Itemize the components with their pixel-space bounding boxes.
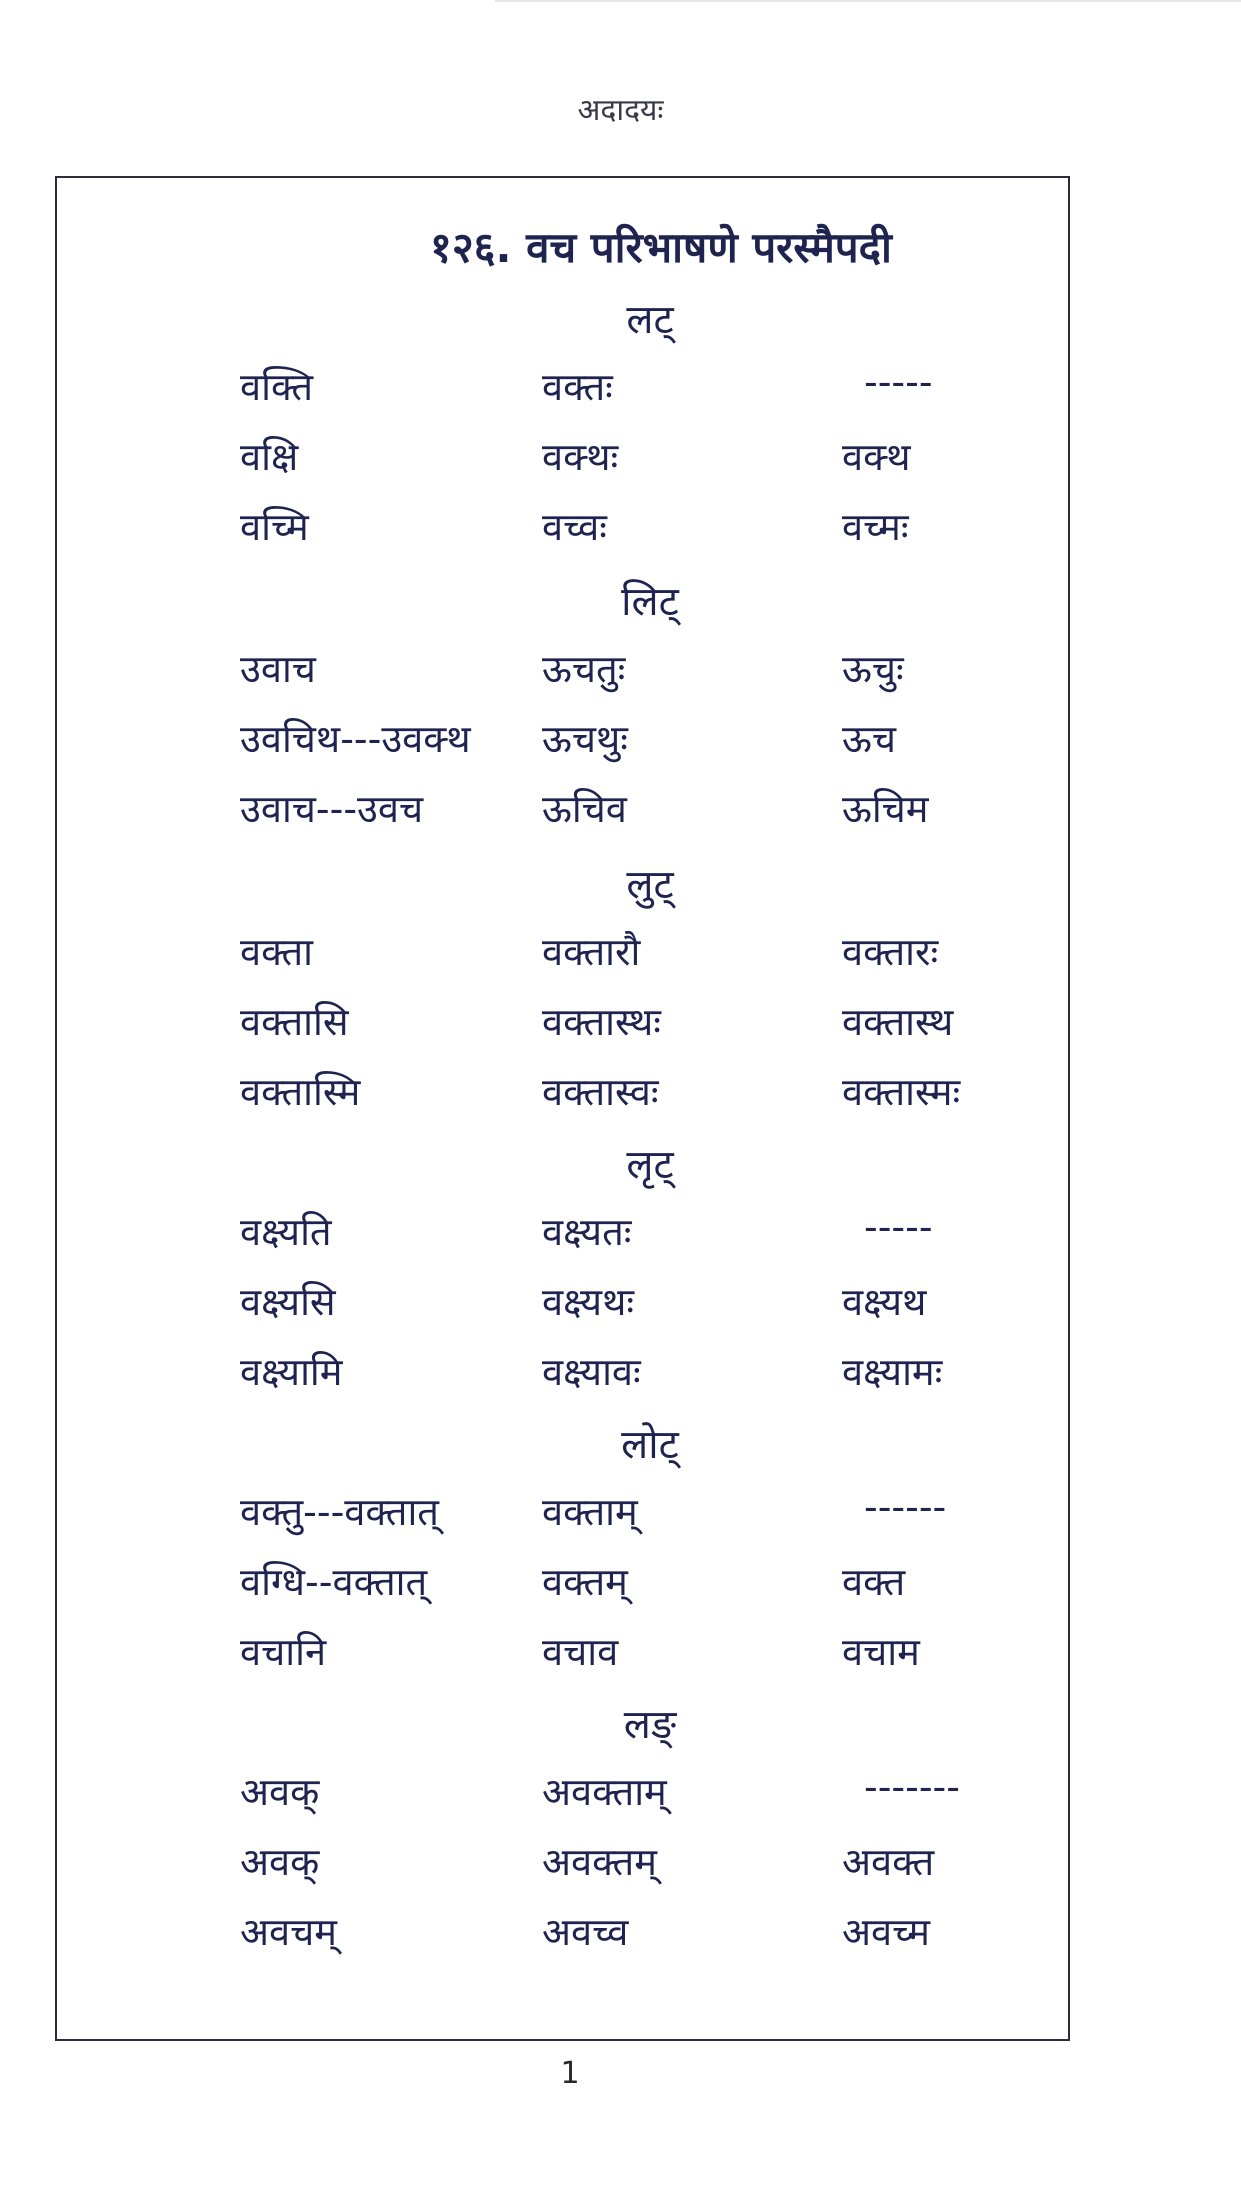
form-cell: वक्तम्: [542, 1560, 628, 1604]
conjugation-row: [0, 1275, 1241, 1335]
conjugation-row: [0, 1065, 1241, 1125]
conjugation-row: [0, 360, 1241, 420]
conjugation-row: [0, 1345, 1241, 1405]
form-cell: वचाव: [542, 1630, 619, 1674]
conjugation-row: [0, 500, 1241, 560]
conjugation-row: [0, 1835, 1241, 1895]
form-cell: ऊचिम: [842, 787, 929, 831]
form-cell: ऊचुः: [842, 647, 904, 691]
form-cell: वच्मि: [240, 505, 309, 549]
form-cell: ऊचतुः: [542, 647, 626, 691]
form-cell: वक्ति: [240, 365, 313, 409]
form-cell: -------: [864, 1765, 960, 1809]
conjugation-row: [0, 642, 1241, 702]
running-head: अदादयः: [577, 93, 664, 128]
form-cell: वच्मः: [842, 505, 909, 549]
page-number: 1: [560, 2056, 580, 2091]
conjugation-row: [0, 1625, 1241, 1685]
form-cell: वक्ष्यामः: [842, 1350, 943, 1394]
form-cell: वक्तास्थः: [542, 1000, 661, 1044]
form-cell: वक्तः: [542, 365, 613, 409]
conjugation-row: [0, 995, 1241, 1055]
conjugation-row: [0, 1205, 1241, 1265]
form-cell: अवक्: [240, 1770, 320, 1814]
form-cell: ऊचथुः: [542, 717, 628, 761]
form-cell: अवच्म: [842, 1910, 930, 1954]
conjugation-row: [0, 782, 1241, 842]
form-cell: अवक्ताम्: [542, 1770, 667, 1814]
form-cell: वक्तास्थ: [842, 1000, 954, 1044]
tense-label-lan: लङ्: [623, 1702, 677, 1748]
tense-label-lrt: लृट्: [626, 1142, 674, 1188]
form-cell: उवचिथ---उवक्थ: [240, 717, 471, 761]
section-heading: १२६. वच परिभाषणे परस्मैपदी: [430, 223, 892, 272]
conjugation-row: [0, 430, 1241, 490]
form-cell: वग्धि--वक्तात्: [240, 1560, 428, 1604]
form-cell: ------: [864, 1485, 947, 1529]
form-cell: वक्तास्मः: [842, 1070, 961, 1114]
conjugation-row: [0, 1485, 1241, 1545]
form-cell: -----: [864, 1205, 933, 1249]
tense-label-lat: लट्: [626, 297, 674, 343]
form-cell: वक्तासि: [240, 1000, 349, 1044]
form-cell: वक्ता: [240, 930, 313, 974]
form-cell: अवक्: [240, 1840, 320, 1884]
form-cell: वचाम: [842, 1630, 920, 1674]
form-cell: वच्वः: [542, 505, 607, 549]
form-cell: अवक्त: [842, 1840, 935, 1884]
form-cell: उवाच---उवच: [240, 787, 424, 831]
form-cell: वक्ष्यावः: [542, 1350, 641, 1394]
form-cell: वक्ष्यथः: [542, 1280, 635, 1324]
form-cell: वक्ताम्: [542, 1490, 638, 1534]
form-cell: वचानि: [240, 1630, 327, 1674]
conjugation-row: [0, 1765, 1241, 1825]
tense-label-lit: लिट्: [621, 579, 679, 625]
form-cell: वक्थ: [842, 435, 911, 479]
form-cell: वक्थः: [542, 435, 619, 479]
form-cell: वक्ष्यथ: [842, 1280, 927, 1324]
form-cell: वक्तास्वः: [542, 1070, 659, 1114]
form-cell: वक्त: [842, 1560, 906, 1604]
form-cell: वक्ष्यतः: [542, 1210, 632, 1254]
form-cell: ऊचिव: [542, 787, 627, 831]
conjugation-row: [0, 1555, 1241, 1615]
form-cell: वक्तारः: [842, 930, 939, 974]
form-cell: वक्तास्मि: [240, 1070, 361, 1114]
tense-label-lut: लुट्: [626, 862, 674, 908]
form-cell: ऊच: [842, 717, 896, 761]
form-cell: अवचम्: [240, 1910, 338, 1954]
tense-label-lot: लोट्: [621, 1422, 679, 1468]
top-edge-rule: [495, 0, 1241, 2]
conjugation-row: [0, 1905, 1241, 1965]
form-cell: उवाच: [240, 647, 316, 691]
form-cell: वक्तारौ: [542, 930, 641, 974]
form-cell: वक्ष्यसि: [240, 1280, 336, 1324]
form-cell: अवक्तम्: [542, 1840, 657, 1884]
form-cell: वक्ष्यामि: [240, 1350, 343, 1394]
form-cell: अवच्व: [542, 1910, 629, 1954]
form-cell: -----: [864, 360, 933, 404]
conjugation-row: [0, 712, 1241, 772]
form-cell: वक्षि: [240, 435, 299, 479]
form-cell: वक्तु---वक्तात्: [240, 1490, 439, 1534]
form-cell: वक्ष्यति: [240, 1210, 332, 1254]
conjugation-row: [0, 925, 1241, 985]
